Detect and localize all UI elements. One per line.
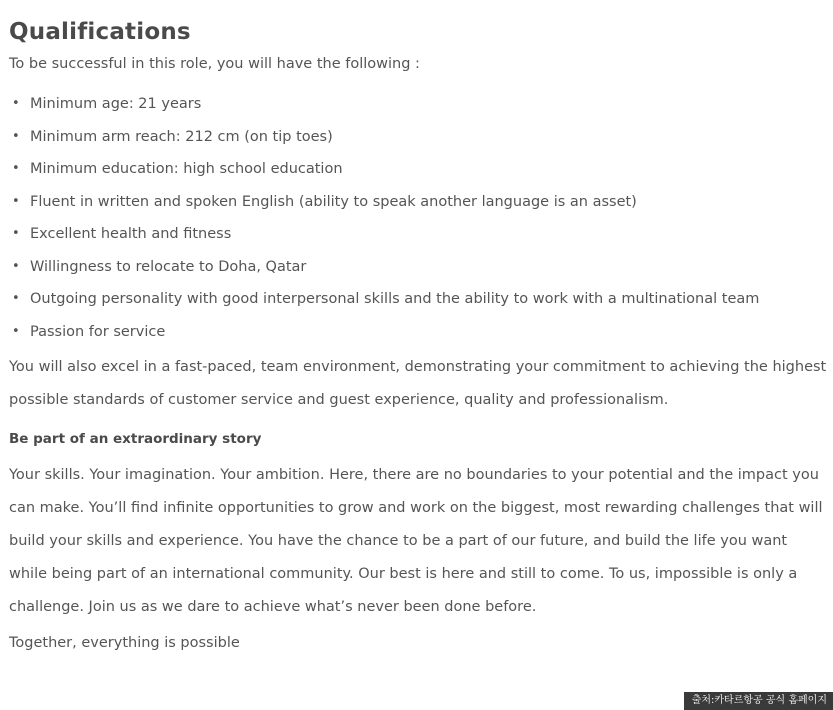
bullet-icon: •: [12, 258, 20, 274]
bullet-icon: •: [12, 96, 20, 111]
bullet-icon: •: [12, 226, 20, 241]
list-item: • Passion for service: [9, 316, 829, 349]
list-item: • Excellent health and fitness: [9, 218, 829, 251]
qualifications-intro: To be successful in this role, you will have the following :: [9, 56, 420, 72]
list-item: • Minimum education: high school education: [9, 153, 829, 186]
bullet-icon: •: [12, 193, 20, 209]
source-caption: 출처:카타르항공 공식 홈페이지: [684, 692, 833, 710]
bullet-icon: •: [12, 291, 20, 306]
bullet-icon: •: [12, 161, 20, 176]
bullet-icon: •: [12, 128, 20, 144]
job-posting-content: [9, 0, 829, 660]
closing-line: Together, everything is possible: [9, 635, 240, 651]
requirements-list: [9, 88, 829, 348]
list-item: • Willingness to relocate to Doha, Qatar: [9, 251, 829, 284]
story-heading: Be part of an extraordinary story: [9, 431, 262, 447]
list-item: • Minimum arm reach: 212 cm (on tip toes): [9, 121, 829, 154]
story-paragraph: Your skills. Your imagination. Your ambition. Here, there are no boundaries to your potential and the impact you can make. You’ll find infinite opportunities to grow and work on the biggest, most rewarding challenges that will build your skills and experience. You have the chance to be a part of our future, and build the life you want while being part of an international community. Our best is here and still to come. To us, impossible is only a challenge. Join us as we dare to achieve what’s never been done before.: [9, 467, 823, 615]
bullet-icon: •: [12, 323, 20, 339]
list-item: • Outgoing personality with good interpersonal skills and the ability to work with a multinational team: [9, 283, 829, 316]
qualifications-heading: Qualifications: [9, 19, 191, 45]
list-item: • Fluent in written and spoken English (ability to speak another language is an asset): [9, 186, 829, 219]
excel-paragraph: You will also excel in a fast-paced, team environment, demonstrating your commitment to achieving the highest possible standards of customer service and guest experience, quality and professionalism.: [9, 359, 827, 408]
list-item: • Minimum age: 21 years: [9, 88, 829, 121]
